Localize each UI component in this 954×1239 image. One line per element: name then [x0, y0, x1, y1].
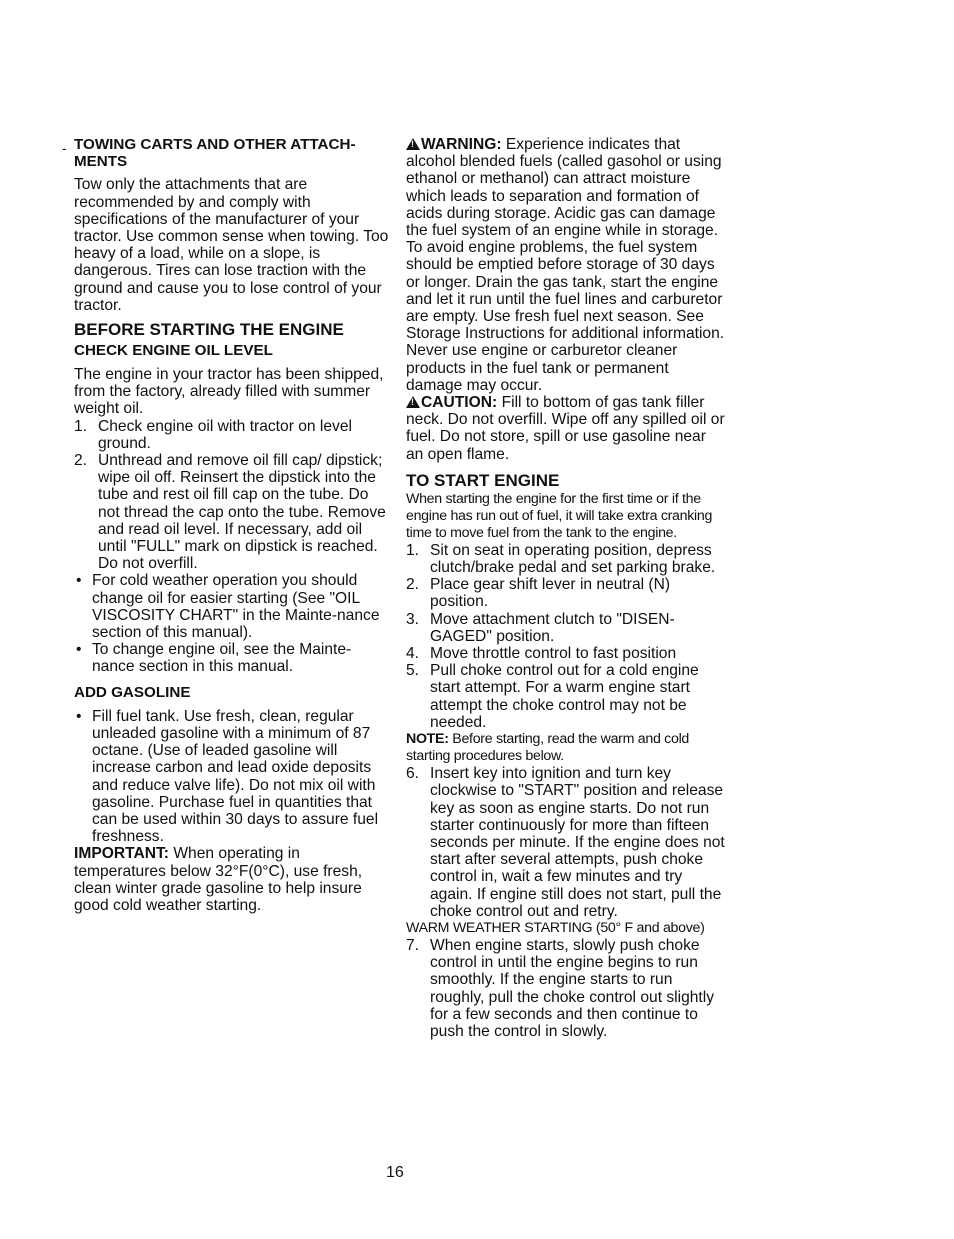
warning-icon [406, 138, 420, 150]
start-step [406, 645, 726, 662]
step-number: 1. [406, 541, 420, 559]
step-number: 1. [74, 417, 88, 435]
before-starting-heading: BEFORE STARTING THE ENGINE [74, 320, 344, 340]
caution-label: CAUTION: [421, 394, 498, 412]
check-step [74, 452, 392, 572]
step-text: Pull choke control out for a cold engine start attempt. For a warm engine start attempt the choke control may not be needed. [430, 662, 699, 731]
start-step [406, 611, 726, 645]
start-step [406, 576, 726, 610]
bullet-text: For cold weather operation you should change oil for easier starting (See "OIL VISCOSITY CHART" in the Mainte-nance section of this manual). [92, 572, 380, 642]
caution-paragraph [406, 394, 726, 463]
step-number: 2. [406, 576, 420, 594]
check-oil-paragraph: The engine in your tractor has been shipped, from the factory, already filled with summer weight oil. [74, 366, 384, 418]
warning-text: Experience indicates that alcohol blended fuels (called gasohol or using ethanol or methanol) can attract moisture which leads to separation and formation of acids during storage. Acidic gas can damage the fuel system of an engine while in storage. To avoid engine problems, the fuel system should be emptied before storage of 30 days or longer. Drain the gas tank, start the engine and let it run until the fuel lines and carburetor are empty. Use fresh fuel next season. See Storage Instructions for additional information. Never use engine or carburetor cleaner products in the fuel tank or permanent damage may occur. [406, 136, 725, 394]
right-column [406, 136, 726, 1040]
note-text: Before starting, read the warm and cold starting procedures below. [406, 731, 690, 765]
warm-weather-heading: WARM WEATHER STARTING (50° F and above) [406, 919, 705, 936]
bullet-text: Fill fuel tank. Use fresh, clean, regular unleaded gasoline with a minimum of 87 octane. (Use of leaded gasoline will increase carbon and lead oxide deposits and reduce valve life). Do not mix oil with gasoline. Purchase fuel in quantities that can be used within 30 days to assure fuel freshness. [92, 707, 379, 846]
note-paragraph [406, 731, 726, 765]
step-number: 3. [406, 610, 420, 628]
start-step [406, 662, 726, 731]
important-label: IMPORTANT: [74, 845, 169, 863]
check-bullet [74, 641, 392, 675]
warning-label: WARNING: [421, 136, 502, 153]
bullet-text: To change engine oil, see the Mainte-nance section in this manual. [92, 641, 352, 676]
step-text: Place gear shift lever in neutral (N) position. [430, 576, 671, 611]
step-text: Move throttle control to fast position [430, 645, 677, 663]
step-text: Sit on seat in operating position, depress clutch/brake pedal and set parking brake. [430, 541, 716, 577]
step-text: Check engine oil with tractor on level ground. [98, 417, 352, 452]
step-text: When engine starts, slowly push choke control in until the engine begins to run smoothly. If the engine starts to run roughly, pull the choke control out slightly for a few seconds and then continue to push the control in slowly. [430, 936, 715, 1040]
note-label: NOTE: [406, 731, 449, 748]
check-oil-heading: CHECK ENGINE OIL LEVEL [74, 342, 273, 360]
start-engine-heading: TO START ENGINE [406, 470, 560, 490]
start-step [406, 542, 726, 576]
step-number: 2. [74, 452, 88, 470]
margin-mark: - [62, 140, 67, 156]
warning-paragraph [406, 136, 726, 394]
step-number: 7. [406, 936, 420, 954]
start-step [406, 765, 726, 920]
step-number: 6. [406, 765, 420, 783]
step-number: 5. [406, 662, 420, 680]
step-text: Move attachment clutch to "DISEN-GAGED" position. [430, 610, 675, 645]
start-intro: When starting the engine for the first time or if the engine has run out of fuel, it will take extra cranking time to move fuel from the tank to the engine. [406, 490, 713, 541]
bullet-icon: • [76, 641, 82, 659]
towing-paragraph: Tow only the attachments that are recommended by and comply with specifications of the manufacturer of your tractor. Use common sense when towing. Too heavy of a load, while on a slope, is dangerous. Tires can lose traction with the ground and cause you to lose control of your tractor. [74, 176, 389, 314]
important-text: When operating in temperatures below 32°F(0°C), use fresh, clean winter grade gasoline to help insure good cold weather starting. [74, 845, 363, 914]
start-step [406, 937, 726, 1040]
step-text: Unthread and remove oil fill cap/ dipstick; wipe oil off. Reinsert the dipstick into the tube and rest oil fill cap on the tube. Do not thread the cap onto the tube. Remove and read oil level. If necessary, add oil until "FULL" mark on dipstick is reached. Do not overfill. [98, 452, 386, 573]
bullet-icon: • [76, 707, 82, 725]
bullet-icon: • [76, 572, 82, 590]
caution-text: Fill to bottom of gas tank filler neck. Do not overfill. Wipe off any spilled oil or fuel. Do not store, spill or use gasoline near an open flame. [406, 394, 725, 463]
check-step [74, 418, 392, 452]
add-gasoline-heading: ADD GASOLINE [74, 683, 191, 701]
step-number: 4. [406, 645, 420, 663]
check-bullet [74, 572, 392, 641]
gasoline-bullet [74, 708, 392, 846]
important-paragraph [74, 845, 392, 914]
caution-icon [406, 396, 420, 408]
left-column [74, 136, 392, 914]
page-number: 16 [386, 1164, 404, 1181]
step-text: Insert key into ignition and turn key clockwise to "START" position and release key as soon as engine starts. Do not run starter continuously for more than fifteen seconds per minute. If the engine does not start after several attempts, push choke control in, wait a few minutes and try again. If engine still does not start, pull the choke control out and retry. [430, 765, 725, 920]
towing-heading: TOWING CARTS AND OTHER ATTACH-MENTS [74, 136, 356, 171]
